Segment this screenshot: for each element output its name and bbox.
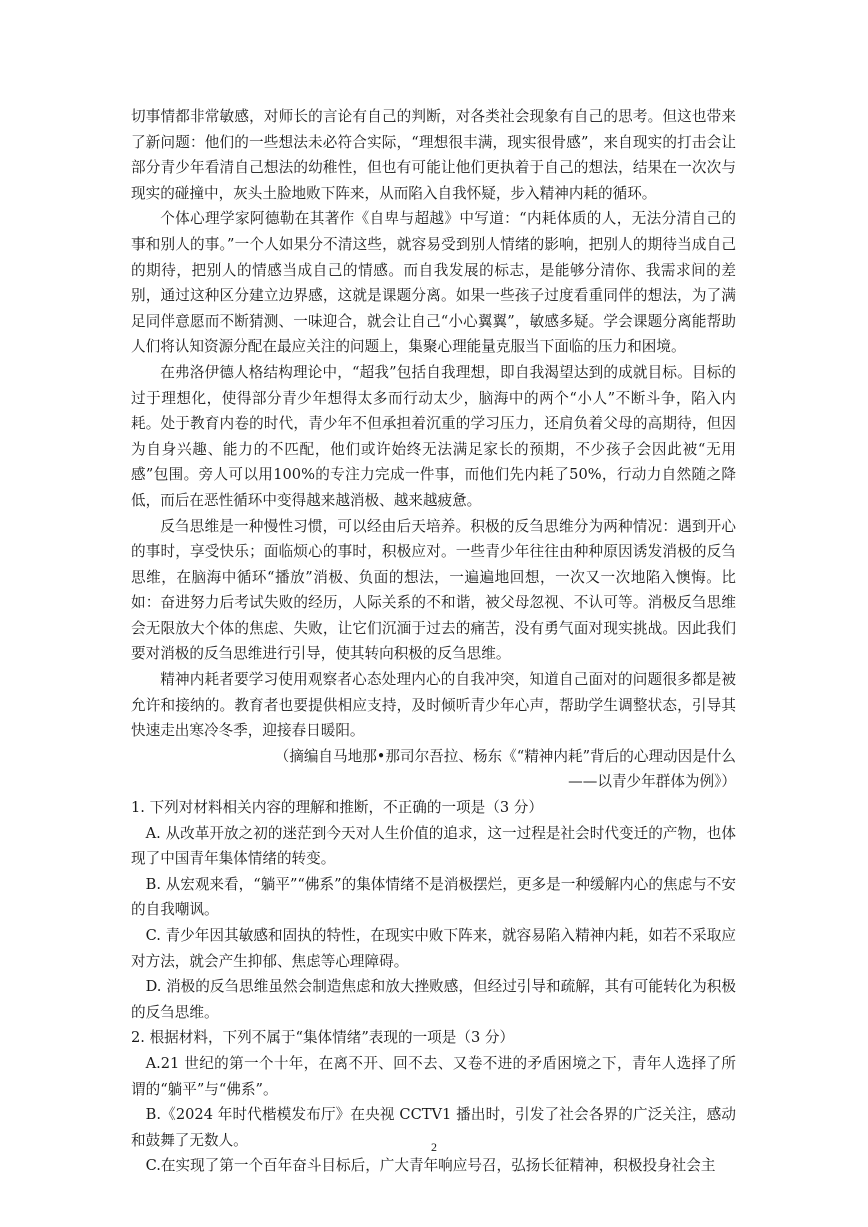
passage-paragraph: 切事情都非常敏感，对师长的言论有自己的判断，对各类社会现象有自己的思考。但这也带来了新问题：他们的一些想法未必符合实际，“理想很丰满，现实很骨感”，来自现实的打击会让部分青少年看清自己想法的幼稚性，但也有可能让他们更执着于自己的想法，结果在一次次与现实的碰撞中，灰头土脸地败下阵来，从而陷入自我怀疑，步入精神内耗的循环。 bbox=[131, 108, 736, 202]
question-option-a: A.21 世纪的第一个十年，在离不开、回不去、又卷不进的矛盾困境之下，青年人选择了所谓的“躺平”与“佛系”。 bbox=[131, 1054, 736, 1098]
question-option-c: C. 青少年因其敏感和固执的特性，在现实中败下阵来，就容易陷入精神内耗，如若不采取应对方法，就会产生抑郁、焦虑等心理障碍。 bbox=[131, 927, 736, 970]
source-citation-line2: ——以青少年群体为例》） bbox=[568, 773, 736, 791]
passage-paragraph: 反刍思维是一种慢性习惯，可以经由后天培养。积极的反刍思维分为两种情况：遇到开心的事时，享受快乐；面临烦心的事时，积极应对。一些青少年往往由种种原因诱发消极的反刍思维，在脑海中循环“播放”消极、负面的想法，一遍遍地回想，一次又一次地陷入懊悔。比如：奋进努力后考试失败的经历，人际关系的不和谐，被父母忽视、不认可等。消极反刍思维会无限放大个体的焦虑、失败，让它们沉湎于过去的痛苦，没有勇气面对现实挑战。因此我们要对消极的反刍思维进行引导，使其转向积极的反刍思维。 bbox=[131, 517, 736, 663]
source-citation-line1: （摘编自马地那•那司尔吾拉、杨东《“精神内耗”背后的心理动因是什么 bbox=[274, 747, 736, 765]
passage-paragraph: 精神内耗者要学习使用观察者心态处理内心的自我冲突，知道自己面对的问题很多都是被允许和接纳的。教育者也要提供相应支持，及时倾听青少年心声，帮助学生调整状态，引导其快速走出寒冷冬季，迎接春日暖阳。 bbox=[131, 671, 736, 740]
question-stem: 1. 下列对材料相关内容的理解和推断，不正确的一项是（3 分） bbox=[131, 799, 543, 817]
page-content bbox=[131, 104, 736, 1179]
question-stem: 2. 根据材料，下列不属于“集体情绪”表现的一项是（3 分） bbox=[131, 1029, 515, 1047]
question-option-b: B.《2024 年时代楷模发布厅》在央视 CCTV1 播出时，引发了社会各界的广泛关注，感动和鼓舞了无数人。 bbox=[131, 1106, 736, 1149]
passage-paragraph: 在弗洛伊德人格结构理论中，“超我”包括自我理想，即自我渴望达到的成就目标。目标的过于理想化，使得部分青少年想得太多而行动太少，脑海中的两个“小人”不断斗争，陷入内耗。处于教育内卷的时代，青少年不但承担着沉重的学习压力，还肩负着父母的高期待，但因为自身兴趣、能力的不匹配，他们或许始终无法满足家长的预期，不少孩子会因此被“无用感”包围。旁人可以用100%的专注力完成一件事，而他们先内耗了50%，行动力自然随之降低，而后在恶性循环中变得越来越消极、越来越疲惫。 bbox=[131, 363, 736, 509]
question-option-d: D. 消极的反刍思维虽然会制造焦虑和放大挫败感，但经过引导和疏解，其有可能转化为积极的反刍思维。 bbox=[131, 978, 736, 1021]
passage-paragraph: 个体心理学家阿德勒在其著作《自卑与超越》中写道：“内耗体质的人，无法分清自己的事和别人的事。”一个人如果分不清这些，就容易受到别人情绪的影响，把别人的期待当成自己的期待，把别人的情感当成自己的情感。而自我发展的标志，是能够分清你、我需求间的差别，通过这种区分建立边界感，这就是课题分离。如果一些孩子过度看重同伴的想法，为了满足同伴意愿而不断猜测、一味迎合，就会让自己“小心翼翼”，敏感多疑。学会课题分离能帮助人们将认知资源分配在最应关注的问题上，集聚心理能量克服当下面临的压力和困境。 bbox=[131, 210, 736, 356]
question-option-b: B. 从宏观来看，“躺平”“佛系”的集体情绪不是消极摆烂，更多是一种缓解内心的焦虑与不安的自我嘲讽。 bbox=[131, 875, 736, 919]
page-number: 2 bbox=[431, 1140, 437, 1154]
question-option-c: C.在实现了第一个百年奋斗目标后，广大青年响应号召，弘扬长征精神，积极投身社会主 bbox=[145, 1157, 716, 1175]
question-option-a: A. 从改革开放之初的迷茫到今天对人生价值的追求，这一过程是社会时代变迁的产物，也体现了中国青年集体情绪的转变。 bbox=[131, 824, 736, 868]
